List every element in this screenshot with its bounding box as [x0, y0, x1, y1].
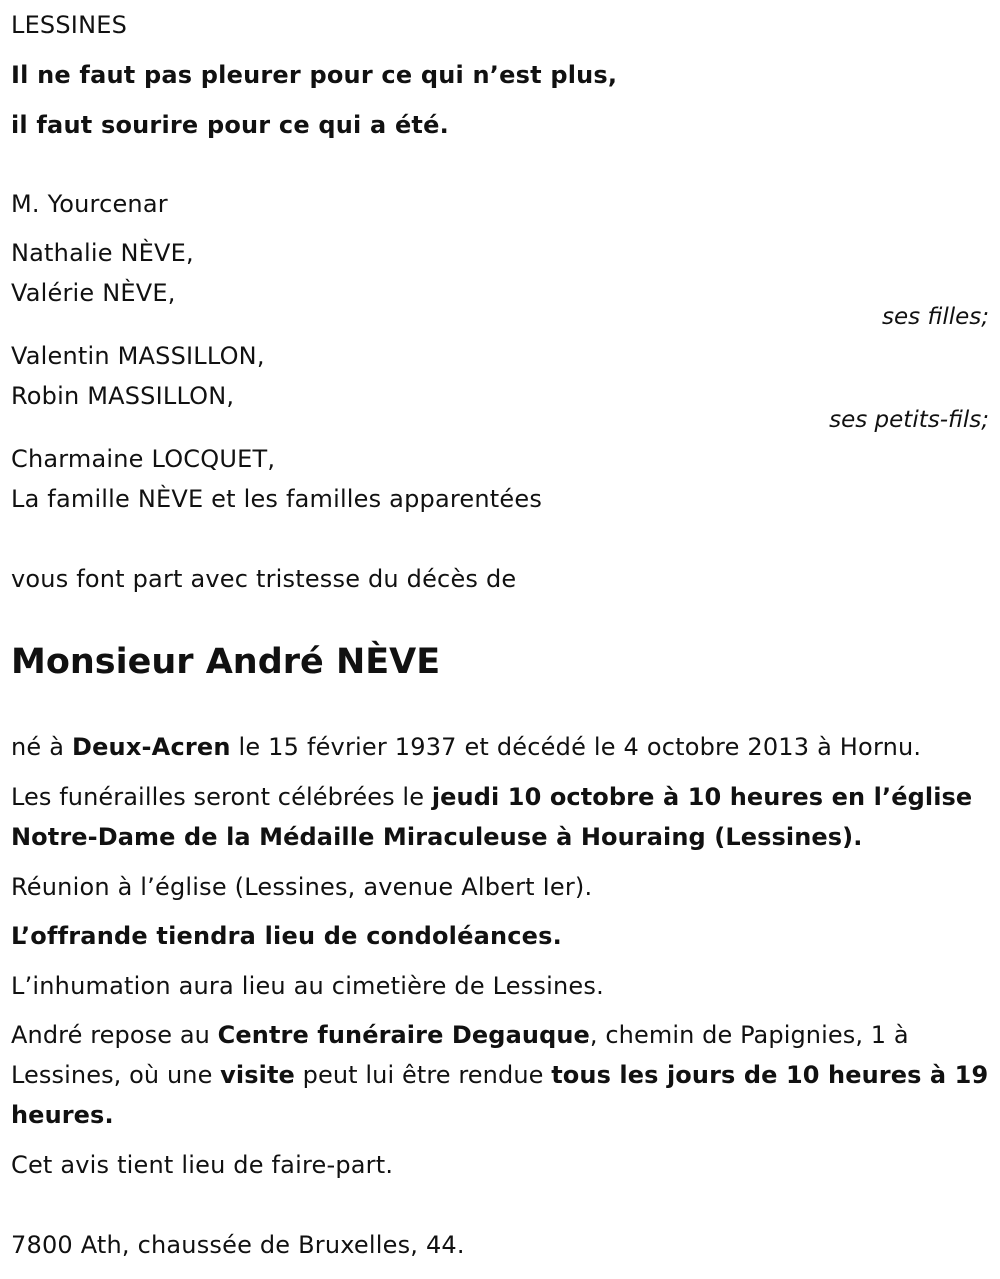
- daughter-name: Valérie NÈVE,: [11, 279, 176, 307]
- grandson-name: Valentin MASSILLON,: [11, 342, 265, 370]
- meeting-info: Réunion à l’église (Lessines, avenue Albert Ier).: [11, 873, 593, 901]
- birth-death-info: [11, 732, 921, 762]
- funeral-info: [11, 777, 996, 857]
- quote-line-1: Il ne faut pas pleurer pour ce qui n’est plus,: [11, 61, 618, 89]
- relative-name: Charmaine LOCQUET,: [11, 445, 276, 473]
- visiting-hours: tous les jours de 10 heures à 19 heures.: [11, 1061, 989, 1129]
- address: 7800 Ath, chaussée de Bruxelles, 44.: [11, 1231, 465, 1259]
- rest-mid2: peut lui être rendue: [294, 1061, 552, 1089]
- birth-pre: né à: [11, 733, 72, 761]
- visit-word: visite: [220, 1061, 295, 1089]
- offering-info: L’offrande tiendra lieu de condoléances.: [11, 922, 562, 950]
- rest-pre: André repose au: [11, 1021, 218, 1049]
- relative-name: La famille NÈVE et les familles apparentées: [11, 485, 543, 513]
- daughters-label: ses filles;: [882, 304, 989, 330]
- deceased-name: Monsieur André NÈVE: [11, 642, 441, 682]
- birth-post: le 15 février 1937 et décédé le 4 octobre 2013 à Hornu.: [230, 733, 922, 761]
- grandson-name: Robin MASSILLON,: [11, 382, 235, 410]
- rest-mid: , chemin de Papignies, 1 à Lessines, où une: [11, 1021, 909, 1089]
- location-heading: LESSINES: [11, 11, 128, 39]
- birth-place: Deux-Acren: [71, 733, 231, 761]
- visitation-info: [11, 1015, 996, 1135]
- funeral-center: Centre funéraire Degauque: [217, 1021, 590, 1049]
- funeral-time-place: jeudi 10 octobre à 10 heures en l’église Notre-Dame de la Médaille Miraculeuse à Houraing (Lessines).: [11, 783, 973, 851]
- burial-info: L’inhumation aura lieu au cimetière de Lessines.: [11, 972, 604, 1000]
- announcement-text: vous font part avec tristesse du décès de: [11, 565, 517, 593]
- notice-text: Cet avis tient lieu de faire-part.: [11, 1151, 394, 1179]
- quote-line-2: il faut sourire pour ce qui a été.: [11, 111, 449, 139]
- grandsons-label: ses petits-fils;: [829, 407, 989, 433]
- quote-author: M. Yourcenar: [11, 190, 168, 218]
- daughter-name: Nathalie NÈVE,: [11, 239, 194, 267]
- funeral-pre: Les funérailles seront célébrées le: [11, 783, 432, 811]
